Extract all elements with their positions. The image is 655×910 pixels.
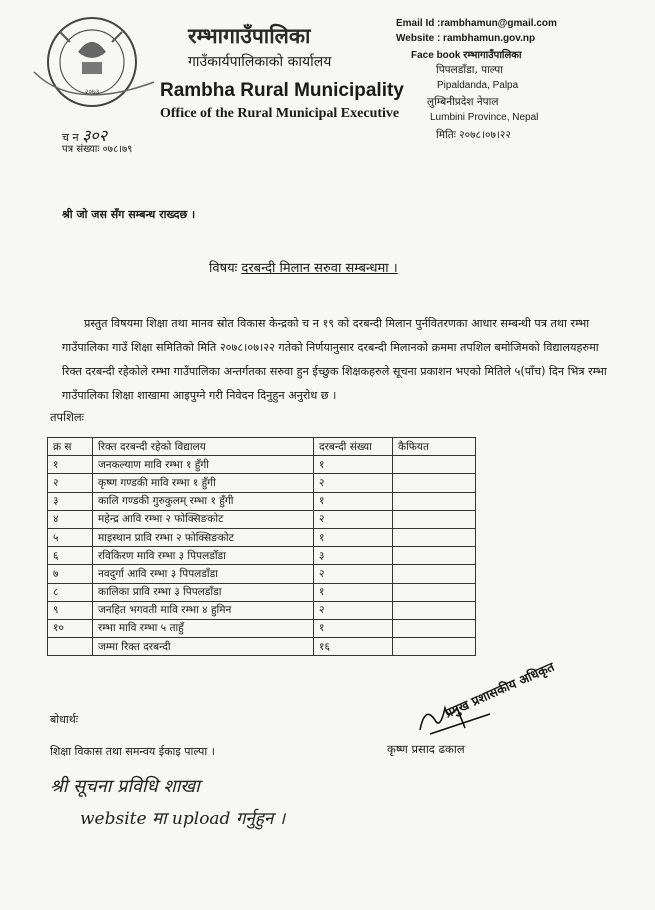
total-label: जम्मा रिक्त दरबन्दी — [93, 638, 314, 656]
row-remarks — [393, 601, 476, 619]
dispatch-label: च न — [62, 131, 79, 144]
row-count: २ — [314, 601, 393, 619]
municipality-name-english: Rambha Rural Municipality — [160, 80, 404, 101]
table-row — [48, 456, 476, 474]
letter-body: प्रस्तुत विषयमा शिक्षा तथा मानव स्रोत विकास केन्द्रको च न १९ को दरबन्दी मिलान पुर्नवितरणका आधार सम्बन्धी पत्र तथा रम्भा गाउँपालिका गाउँ शिक्षा समितिको मिति २०७८।०७।२२ गतेको निर्णयानुसार दरबन्दी मिलानको क्रममा तपशिल बमोजिमको विद्यालयहरुमा रिक्त दरबन्दी रहेकोले रम्भा गाउँपालिका अन्तर्गतका सरुवा हुन ईच्छुक शिक्षकहरुले सूचना प्रकाशन भएको मितिले ५(पाँच) दिन भित्र रम्भा गाउँपालिका शिक्षा शाखामा आइपुग्ने गरी निवेदन दिनुहुन अनुरोध छ । — [62, 317, 607, 402]
row-school: कालि गण्डकी गुरुकुलम् रम्भा १ हुँगी — [93, 492, 314, 510]
row-count: १ — [314, 456, 393, 474]
total-value: १६ — [314, 638, 393, 656]
row-remarks — [393, 474, 476, 492]
cc-recipient: शिक्षा विकास तथा समन्वय ईकाइ पाल्पा । — [50, 745, 215, 758]
row-count: १ — [314, 528, 393, 546]
row-school: कालिका प्रावि रम्भा ३ पिपलडाँडा — [93, 583, 314, 601]
letter-number: पत्र संख्याः ०७८।७९ — [62, 144, 133, 155]
row-school: रविकिरण मावि रम्भा ३ पिपलडाँडा — [93, 547, 314, 565]
row-school: रम्भा मावि रम्भा ५ ताहुँ — [93, 619, 314, 637]
vacancy-table — [47, 437, 476, 656]
subject-line — [209, 258, 398, 276]
table-row — [48, 601, 476, 619]
municipality-seal-emblem — [30, 12, 162, 114]
table-row — [48, 619, 476, 637]
handwritten-note-line1: श्री सूचना प्रविधि शाखा — [50, 776, 200, 797]
place-nepali: पिपलडाँडा, पाल्पा — [436, 64, 503, 76]
table-row — [48, 510, 476, 528]
row-serial: ९ — [48, 601, 93, 619]
table-row — [48, 547, 476, 565]
total-serial — [48, 638, 93, 656]
row-remarks — [393, 510, 476, 528]
place-english: Pipaldanda, Palpa — [437, 80, 519, 91]
details-label: तपशिलः — [50, 410, 85, 424]
row-remarks — [393, 456, 476, 474]
row-remarks — [393, 565, 476, 583]
table-row — [48, 565, 476, 583]
row-remarks — [393, 583, 476, 601]
row-school: महेन्द्र आवि रम्भा २ फोक्सिङकोट — [93, 510, 314, 528]
table-total-row — [48, 638, 476, 656]
email-line: Email Id :rambhamun@gmail.com — [396, 18, 557, 29]
subject-text: दरबन्दी मिलान सरुवा सम्बन्धमा । — [241, 261, 398, 276]
row-school: जनकल्याण मावि रम्भा १ हुँगी — [93, 456, 314, 474]
row-count: २ — [314, 474, 393, 492]
col-serial: क्र स — [48, 438, 93, 456]
row-serial: ५ — [48, 528, 93, 546]
col-count: दरबन्दी संख्या — [314, 438, 393, 456]
row-remarks — [393, 619, 476, 637]
row-school: नवदुर्गा आवि रम्भा ३ पिपलडाँडा — [93, 565, 314, 583]
row-count: १ — [314, 619, 393, 637]
office-name-nepali: गाउँकार्यपालिकाको कार्यालय — [188, 54, 332, 70]
signatory-name: कृष्ण प्रसाद ढकाल — [387, 742, 465, 756]
facebook-line: Face book रम्भागाउँपालिका — [411, 50, 522, 61]
row-remarks — [393, 547, 476, 565]
row-serial: १ — [48, 456, 93, 474]
cc-label: बोधार्थः — [50, 713, 78, 726]
municipality-name-nepali: रम्भागाउँपालिका — [188, 24, 311, 48]
row-serial: ४ — [48, 510, 93, 528]
col-remarks: कैफियत — [393, 438, 476, 456]
subject-label: विषयः — [209, 261, 238, 276]
row-remarks — [393, 492, 476, 510]
website-line: Website : rambhamun.gov.np — [396, 33, 536, 44]
office-name-english: Office of the Rural Municipal Executive — [160, 106, 400, 121]
table-row — [48, 528, 476, 546]
dispatch-number-handwritten: ३०२ — [82, 126, 108, 145]
addressee: श्री जो जस सँग सम्बन्ध राख्दछ । — [62, 208, 196, 221]
row-serial: ८ — [48, 583, 93, 601]
table-row — [48, 492, 476, 510]
row-serial: १० — [48, 619, 93, 637]
row-serial: ६ — [48, 547, 93, 565]
row-count: २ — [314, 510, 393, 528]
svg-text:२०७३: २०७३ — [84, 88, 100, 96]
row-serial: ३ — [48, 492, 93, 510]
signatory-title: प्रमुख प्रशासकीय अधिकृत — [442, 658, 557, 721]
table-row — [48, 583, 476, 601]
table-header-row — [48, 438, 476, 456]
handwritten-note-line2: website मा upload गर्नुहुन । — [80, 809, 286, 829]
row-school: माइस्थान प्रावि रम्भा २ फोक्सिङकोट — [93, 528, 314, 546]
row-serial: २ — [48, 474, 93, 492]
letter-date: मितिः २०७८।०७।२२ — [436, 129, 511, 141]
province-english: Lumbini Province, Nepal — [430, 112, 539, 123]
row-remarks — [393, 528, 476, 546]
row-count: २ — [314, 565, 393, 583]
col-school: रिक्त दरबन्दी रहेको विद्यालय — [93, 438, 314, 456]
province-nepali: लुम्बिनीप्रदेश नेपाल — [427, 96, 499, 108]
table-row — [48, 474, 476, 492]
row-school: जनहित भगवती मावि रम्भा ४ हुमिन — [93, 601, 314, 619]
row-count: १ — [314, 492, 393, 510]
row-serial: ७ — [48, 565, 93, 583]
row-count: ३ — [314, 547, 393, 565]
row-count: १ — [314, 583, 393, 601]
row-school: कृष्ण गण्डकी मावि रम्भा १ हुँगी — [93, 474, 314, 492]
total-remarks — [393, 638, 476, 656]
